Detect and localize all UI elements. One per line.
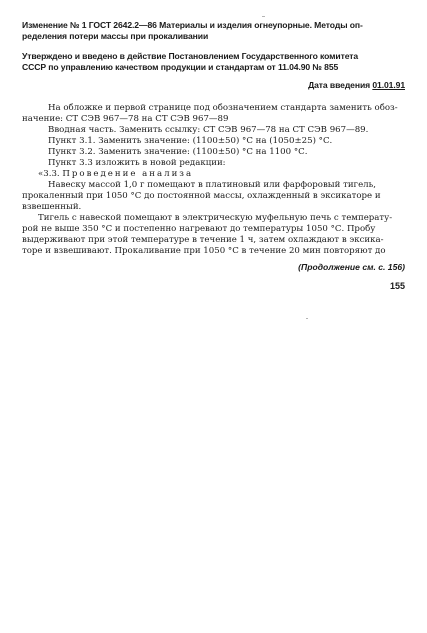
paragraph-1-line-2: прокаленный при 1050 °С до постоянной массы, охлажденный в эксикаторе и xyxy=(22,191,381,201)
scan-mark xyxy=(306,318,308,319)
paragraph-2-line-3: выдерживают при этой температуре в течение 1 ч, затем охлаждают в эксика- xyxy=(22,235,384,245)
clause-3-2-change: Пункт 3.2. Заменить значение: (1100±50) °С на 1100 °С. xyxy=(48,147,308,157)
paragraph-2-line-4: торе и взвешивают. Прокаливание при 1050 °С в течение 20 мин повторяют до xyxy=(22,246,386,256)
approval-line-2: СССР по управлению качеством продукции и стандартам от 11.04.90 № 855 xyxy=(22,62,339,72)
cover-change-line-2: начение: СТ СЭВ 967—78 на СТ СЭВ 967—89 xyxy=(22,114,229,124)
section-number: «3.3. xyxy=(38,169,60,179)
introduction-date-value: 01.01.91 xyxy=(372,80,405,90)
approval-line-1: Утверждено и введено в действие Постановлением Государственного комитета xyxy=(22,51,359,61)
amendment-title-line-2: ределения потери массы при прокаливании xyxy=(22,31,209,41)
paragraph-2-line-1: Тигель с навеской помещают в электрическую муфельную печь с температу- xyxy=(38,213,393,223)
paragraph-1-line-1: Навеску массой 1,0 г помещают в платиновый или фарфоровый тигель, xyxy=(48,180,377,190)
section-title: Проведение анализа xyxy=(62,169,194,179)
paragraph-2-line-2: рой не выше 350 °С и постепенно нагревают до температуры 1050 °С. Пробу xyxy=(22,224,376,234)
continuation-note: (Продолжение см. с. 156) xyxy=(298,262,405,272)
introduction-date-label: Дата введения xyxy=(308,80,371,90)
scan-mark xyxy=(262,16,265,17)
amendment-title-line-1: Изменение № 1 ГОСТ 2642.2—86 Материалы и изделия огнеупорные. Методы оп- xyxy=(22,20,363,30)
page-number: 155 xyxy=(389,281,405,291)
section-heading xyxy=(38,169,193,180)
paragraph-1-line-3: взвешенный. xyxy=(22,202,82,212)
cover-change-line-1: На обложке и первой странице под обозначением стандарта заменить обоз- xyxy=(48,103,398,113)
introduction-date xyxy=(308,80,405,91)
intro-part-change: Вводная часть. Заменить ссылку: СТ СЭВ 967—78 на СТ СЭВ 967—89. xyxy=(48,125,369,135)
clause-3-1-change: Пункт 3.1. Заменить значение: (1100±50) °С на (1050±25) °С. xyxy=(48,136,333,146)
clause-3-3-change: Пункт 3.3 изложить в новой редакции: xyxy=(48,158,226,168)
